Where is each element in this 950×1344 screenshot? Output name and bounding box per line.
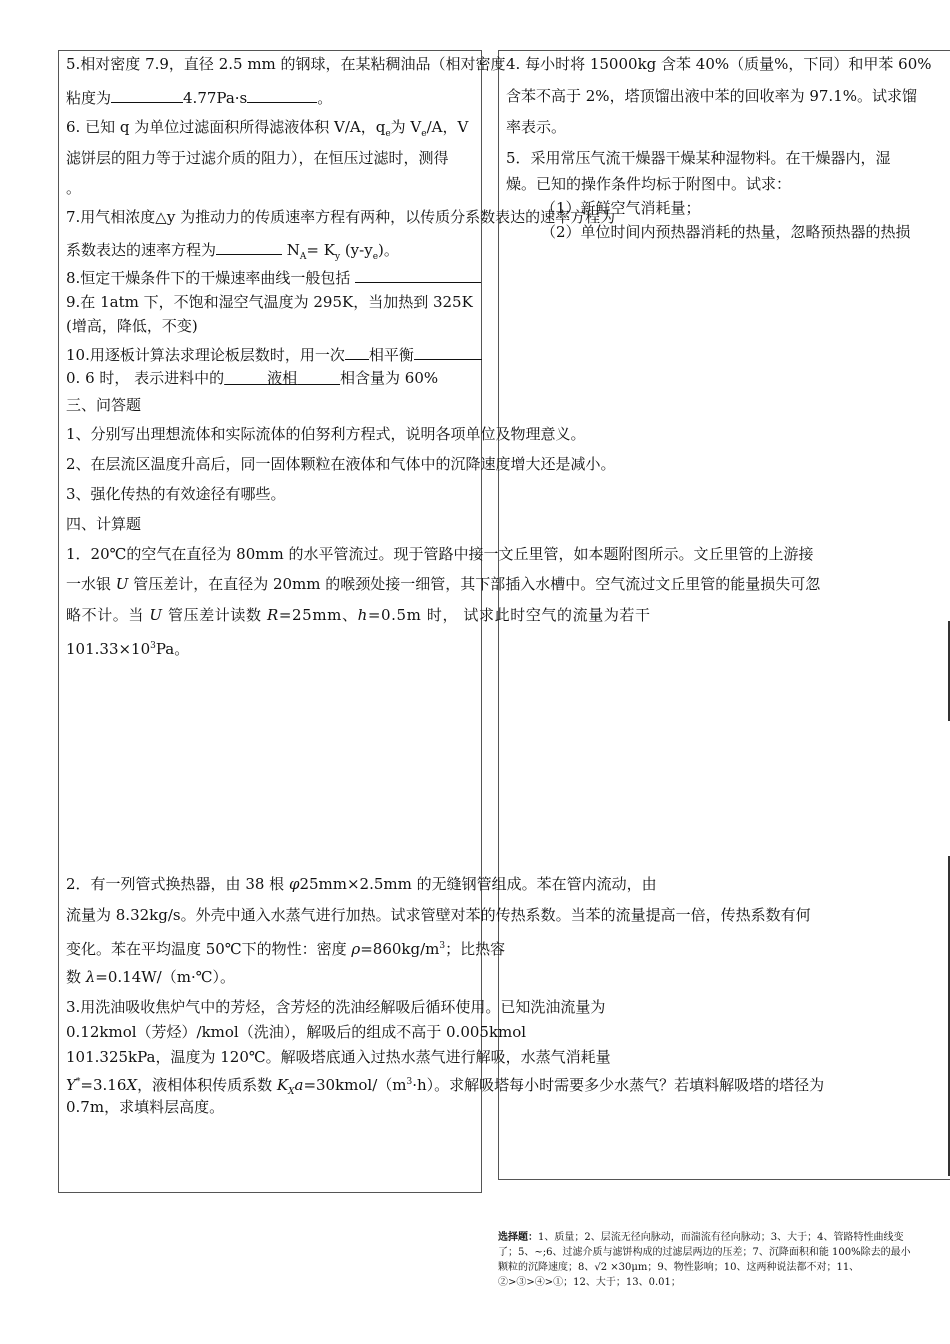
calc-problem-3-line1: 3.用洗油吸收焦炉气中的芳烃，含芳烃的洗油经解吸后循环使用。已知洗油流量为 bbox=[66, 998, 606, 1016]
fill-question-7-line2: 系数表达的速率方程为 $N_A= K_y$ $(y-y_e)$。 bbox=[66, 238, 399, 267]
answer-key: 选择题：1、质量；2、层流无径向脉动，而湍流有径向脉动；3、大于；4、管路特性曲线变了；5、~;6、过滤介质与滤饼构成的过滤层两边的压差；7、沉降面积和能 100%除去的最小颗粒的沉降速度；8、√2 ×30μm；9、物性影响；10、这两种说法都不对；11、②>③>④>①；12、大于；13、0.01； bbox=[498, 1232, 911, 1288]
fill-question-8: 8.恒定干燥条件下的干燥速率曲线一般包括 bbox=[66, 266, 481, 288]
right-problem-4-line3: 率表示。 bbox=[506, 118, 567, 136]
calc-problem-1-line4: $101.33\times 10^3Pa$。 bbox=[66, 640, 190, 658]
right-problem-4-line1: 4. 每小时将 15000kg 含苯 40%（质量%，下同）和甲苯 60% bbox=[506, 55, 932, 73]
right-problem-5-line2: 燥。已知的操作条件均标于附图中。试求： bbox=[506, 175, 792, 193]
qa-question-3: 3、强化传热的有效途径有哪些。 bbox=[66, 485, 286, 503]
calc-problem-3-line3: 101.325kPa，温度为 120℃。解吸塔底通入过热水蒸气进行解吸，水蒸气消耗量 bbox=[66, 1048, 611, 1066]
calc-problem-1-line3: 略不计。当 U 管压差计读数 R=25mm、h=0.5m 时， 试求此时空气的流量为若干 bbox=[66, 606, 651, 624]
right-problem-4-line2: 含苯不高于 2%，塔顶馏出液中苯的回收率为 97.1%。试求馏 bbox=[506, 87, 917, 105]
calc-problem-2-line2: 流量为 8.32kg/s。外壳中通入水蒸气进行加热。试求管壁对苯的传热系数。当苯的流量提高一倍，传热系数有何 bbox=[66, 906, 811, 924]
calc-problem-2-line1: 2．有一列管式换热器，由 38 根 φ25mm×2.5mm 的无缝钢管组成。苯在管内流动，由 bbox=[66, 875, 657, 893]
fill-question-6-line1: 6. 已知 q 为单位过滤面积所得滤液体积 V/A，$q_e$为 $V_e/A$，V bbox=[66, 118, 469, 139]
section-heading-calc: 四、计算题 bbox=[66, 515, 142, 533]
fill-question-10-line1: 10.用逐板计算法求理论板层数时，用一次 相平衡 bbox=[66, 343, 482, 365]
fill-question-9-line1: 9.在 1atm 下，不饱和湿空气温度为 295K，当加热到 325K bbox=[66, 293, 473, 311]
fill-question-6-line3: 。 bbox=[66, 179, 82, 197]
calc-problem-2-line3: 变化。苯在平均温度 50℃下的物性：密度 $\rho=860kg/m^3$；比热容 bbox=[66, 940, 506, 958]
calc-problem-3-line4: Y*=3.16X，液相体积传质系数 $K_Xa=30kmol/(m^3\cdot h)$。求解吸塔每小时需要多少水蒸气？若填料解吸塔的塔径为 bbox=[66, 1076, 825, 1097]
fill-question-5-line2: 粘度为 4.77Pa·s 。 bbox=[66, 86, 332, 108]
right-problem-5-item1: （1）新鲜空气消耗量； bbox=[541, 199, 701, 217]
fill-question-10-line2: 0. 6 时， 表示进料中的 液相 相含量为 60% bbox=[66, 369, 439, 387]
qa-question-1: 1、分别写出理想流体和实际流体的伯努利方程式，说明各项单位及物理意义。 bbox=[66, 425, 586, 443]
calc-problem-2-line4: 数 λ=0.14W/（m·℃）。 bbox=[66, 968, 236, 986]
section-heading-qa: 三、问答题 bbox=[66, 396, 142, 414]
qa-question-2: 2、在层流区温度升高后，同一固体颗粒在液体和气体中的沉降速度增大还是减小。 bbox=[66, 455, 616, 473]
right-problem-5-item2: （2）单位时间内预热器消耗的热量，忽略预热器的热损 bbox=[541, 223, 911, 241]
fill-question-7-line1: 7.用气相浓度△y 为推动力的传质速率方程有两种，以传质分系数表达的速率方程为 bbox=[66, 208, 616, 226]
fill-question-5-line1: 5.相对密度 7.9，直径 2.5 mm 的钢球，在某粘稠油品（相对密度 bbox=[66, 55, 506, 73]
calc-problem-3-line2: 0.12kmol（芳烃）/kmol（洗油），解吸后的组成不高于 0.005kmol bbox=[66, 1023, 527, 1041]
calc-problem-1-line2: 一水银 U 管压差计，在直径为 20mm 的喉颈处接一细管，其下部插入水槽中。空气流过文丘里管的能量损失可忽 bbox=[66, 575, 821, 593]
calc-problem-1-line1: 1．20℃的空气在直径为 80mm 的水平管流过。现于管路中接一文丘里管，如本题附图所示。文丘里管的上游接 bbox=[66, 545, 814, 563]
calc-problem-3-line5: 0.7m，求填料层高度。 bbox=[66, 1098, 225, 1116]
fill-question-9-line2: (增高，降低，不变) bbox=[66, 317, 198, 335]
fill-question-6-line2: 滤饼层的阻力等于过滤介质的阻力），在恒压过滤时，测得 bbox=[66, 149, 449, 167]
right-problem-5-line1: 5．采用常压气流干燥器干燥某种湿物料。在干燥器内，湿 bbox=[506, 149, 891, 167]
